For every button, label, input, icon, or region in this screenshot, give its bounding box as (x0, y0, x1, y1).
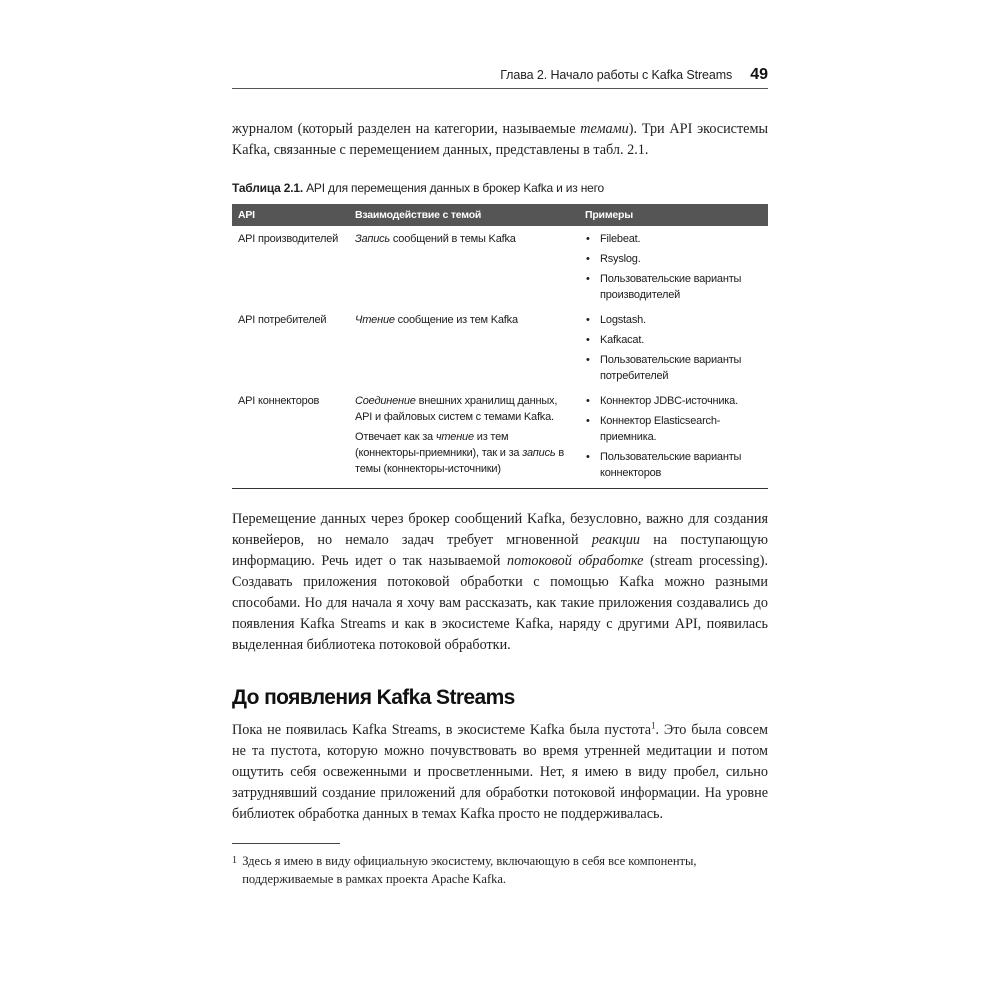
table-caption (232, 181, 768, 195)
intro-paragraph (232, 119, 768, 161)
table-row (232, 226, 768, 307)
chapter-title: Глава 2. Начало работы с Kafka Streams (500, 68, 733, 82)
api-table (232, 204, 768, 489)
interaction-emphasis: запись (522, 447, 556, 459)
interaction-text: из тем (коннекторы-приемники), так и за (355, 431, 523, 459)
example-item: • Пользовательские варианты потребителей (585, 352, 762, 384)
interaction-emphasis: Запись (355, 233, 391, 245)
intro-text-1: журналом (который разделен на категории, называемые (232, 121, 581, 137)
interaction-text: сообщение из тем Kafka (394, 314, 518, 326)
footnote-mark: 1 (232, 855, 237, 866)
interaction-emphasis: Чтение (355, 314, 395, 326)
column-header-examples: Примеры (579, 204, 768, 226)
column-header-api: API (232, 204, 349, 226)
table-header-row (232, 204, 768, 226)
interaction-text: внешних хранилищ данных, API и файловых систем с темами Kafka. (355, 395, 558, 423)
paragraph-emphasis: реакции (591, 532, 641, 548)
interaction-cell (349, 388, 579, 489)
example-item: • Kafkacat. (585, 332, 762, 348)
example-item: • Коннектор Elasticsearch-приемника. (585, 413, 762, 445)
footnote-reference[interactable]: 1 (651, 720, 656, 731)
interaction-emphasis: чтение (435, 431, 474, 443)
column-header-interaction: Взаимодействие с темой (349, 204, 579, 226)
table-row (232, 307, 768, 388)
paragraph-text: (stream processing). Создавать приложения потоковой обработки с помощью Kafka можно разными способами. Но для начала я хочу вам рассказать, как такие приложения создавались до появления Kafka Streams и как в экосистеме Kafka, наряду с другими API, появилась выделенная библиотека потоковой обработки. (232, 553, 768, 653)
example-item: • Коннектор JDBC-источника. (585, 393, 762, 409)
section-heading: До появления Kafka Streams (232, 686, 515, 709)
table-caption-text: API для перемещения данных в брокер Kafka и из него (302, 181, 605, 195)
table-row (232, 388, 768, 489)
interaction-text: Отвечает как за (355, 431, 436, 443)
examples-cell (579, 226, 768, 307)
api-name: API коннекторов (238, 395, 320, 407)
paragraph-text: Пока не появилась Kafka Streams, в экосистеме Kafka была пустота (232, 722, 651, 738)
example-item: • Пользовательские варианты производителей (585, 271, 762, 303)
intro-emphasis: темами (580, 121, 629, 137)
page-number: 49 (750, 66, 768, 83)
examples-cell (579, 307, 768, 388)
before-streams-paragraph (232, 720, 768, 825)
paragraph-text: Перемещение данных через брокер сообщений Kafka, безусловно, важно для создания конвейеров, но немало задач требует мгновенной (232, 511, 768, 548)
example-item: • Filebeat. (585, 231, 762, 247)
book-page (232, 62, 768, 888)
stream-processing-paragraph (232, 509, 768, 656)
example-item: • Logstash. (585, 312, 762, 328)
paragraph-text: . Это была совсем не та пустота, которую можно почувствовать во время утренней медитации и потом ощутить себя освеженными и просветленными. Нет, я имею в виду пробел, сильно затруднявший создание приложений для обработки потоковой информации. На уровне библиотек обработка данных в темах Kafka просто не поддерживалась. (232, 722, 768, 822)
footnote (232, 852, 768, 888)
api-name: API производителей (238, 233, 339, 245)
interaction-cell (349, 226, 579, 307)
examples-cell (579, 388, 768, 489)
footnote-divider (232, 843, 340, 844)
footnote-text: Здесь я имею в виду официальную экосистему, включающую в себя все компоненты, поддерживаемые в рамках проекта Apache Kafka. (242, 854, 697, 886)
interaction-text: сообщений в темы Kafka (390, 233, 516, 245)
intro-text-2: ). Три API экосистемы Kafka, связанные с перемещением данных, представлены в табл. 2.1. (232, 121, 768, 158)
paragraph-text: на поступающую информацию. Речь идет о так называемой (232, 532, 768, 569)
interaction-text: в темы (коннекторы-источники) (355, 447, 564, 475)
example-item: • Rsyslog. (585, 251, 762, 267)
interaction-emphasis: Соединение (355, 395, 416, 407)
running-header (232, 62, 768, 89)
paragraph-emphasis: потоковой обработке (506, 553, 644, 569)
example-item: • Пользовательские варианты коннекторов (585, 449, 762, 481)
api-name: API потребителей (238, 314, 327, 326)
table-caption-label: Таблица 2.1. (232, 181, 303, 195)
interaction-cell (349, 307, 579, 388)
